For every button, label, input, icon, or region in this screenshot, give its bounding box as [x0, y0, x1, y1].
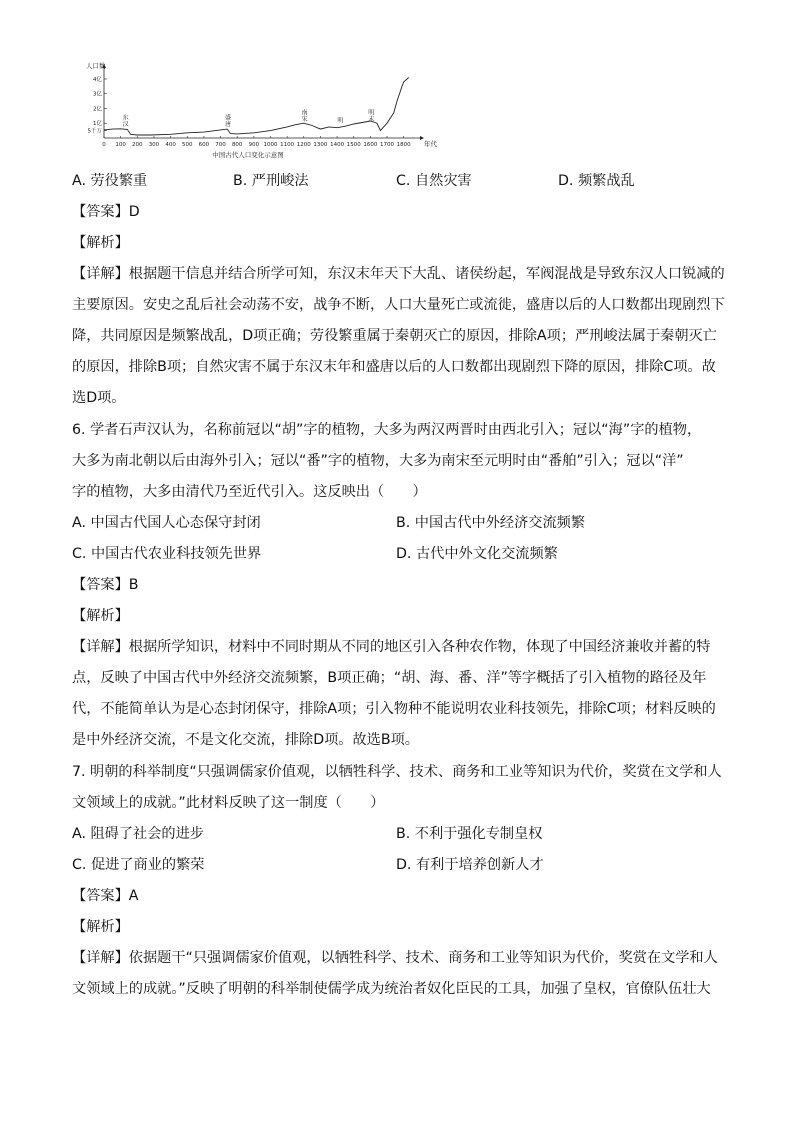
q7-option-b: B. 不利于强化专制皇权	[396, 826, 543, 842]
x-tick-label: 600	[198, 142, 210, 148]
q7-option-c: C. 促进了商业的繁荣	[72, 857, 205, 873]
x-tick-label: 1000	[263, 142, 278, 148]
q7-detail-line: 文领域上的成就。”反映了明朝的科举制使儒学成为统治者奴化臣民的工具，加强了皇权，官僚队伍壮大	[72, 981, 711, 997]
period-annotation: 东	[122, 114, 129, 122]
chart-title: 中国古代人口变化示意图	[212, 151, 284, 159]
period-annotation: 末	[368, 116, 375, 124]
period-annotation: 明	[368, 109, 375, 117]
q7-answer: 【答案】A	[72, 888, 139, 904]
q6-detail-line: 是中外经济交流，不是文化交流，排除D项。故选B项。	[72, 732, 419, 748]
x-tick-label: 300	[148, 142, 160, 148]
period-annotation: 明	[337, 117, 344, 125]
q6-stem-line: 大多为南北朝以后由海外引入；冠以“番”字的植物，大多为南宋至元明时由“番舶”引入；冠以“洋”	[72, 453, 684, 469]
x-tick-label: 1300	[313, 142, 328, 148]
q7-option-a: A. 阻碍了社会的进步	[72, 826, 204, 842]
q5-detail-line: 的原因，排除B项；自然灾害不属于东汉末年和盛唐以后的人口数都出现剧烈下降的原因，排除C项。故	[72, 359, 716, 375]
x-tick-label: 1100	[280, 142, 295, 148]
q6-option-a: A. 中国古代国人心态保守封闭	[72, 515, 261, 531]
population-line	[104, 78, 409, 136]
q6-option-b: B. 中国古代中外经济交流频繁	[396, 515, 586, 531]
period-annotation: 南	[301, 109, 308, 117]
q5-option-c: C. 自然灾害	[396, 173, 472, 189]
x-tick-label: 1500	[346, 142, 361, 148]
x-tick-label: 400	[165, 142, 176, 148]
x-tick-label: 1600	[363, 142, 378, 148]
q5-detail-line: 降，共同原因是频繁战乱，D项正确；劳役繁重属于秦朝灭亡的原因，排除A项；严刑峻法属于秦朝灭亡	[72, 328, 717, 344]
q7-stem-line: 文领域上的成就。”此材料反映了这一制度（ ）	[72, 795, 385, 811]
x-tick-label: 200	[132, 142, 143, 148]
q5-option-d: D. 频繁战乱	[558, 173, 635, 189]
y-tick-label: 4亿	[93, 76, 102, 83]
q5-detail-line: 主要原因。安史之乱后社会动荡不安，战争不断，人口大量死亡或流徙，盛唐以后的人口数都出现剧烈下	[72, 297, 725, 313]
period-annotation: 汉	[122, 121, 129, 129]
y-axis-label: 人口数	[86, 62, 106, 70]
x-tick-label: 1800	[396, 142, 411, 148]
population-chart	[82, 58, 442, 162]
x-tick-label: 1400	[330, 142, 345, 148]
period-annotation: 唐	[225, 121, 232, 129]
x-tick-label: 900	[248, 142, 260, 148]
q6-stem-line: 字的植物，大多由清代乃至近代引入。这反映出（ ）	[72, 484, 427, 500]
q5-answer: 【答案】D	[72, 204, 140, 220]
x-tick-label: 500	[181, 142, 193, 148]
x-tick-label: 100	[115, 142, 126, 148]
q6-detail-line: 点，反映了中国古代中外经济交流频繁，B项正确；“胡、海、番、洋”等字概括了引入植物的路径及年	[72, 670, 707, 686]
q5-detail-line: 选D项。	[72, 390, 126, 406]
x-tick-label: 700	[215, 142, 226, 148]
q5-option-b: B. 严刑峻法	[233, 173, 309, 189]
y-tick-label: 1亿	[93, 121, 102, 128]
q5-analysis-label: 【解析】	[72, 235, 129, 251]
x-axis-label: 年代	[424, 140, 437, 148]
q6-detail-line: 代，不能简单认为是心态封闭保守，排除A项；引入物种不能说明农业科技领先，排除C项；材料反映的	[72, 701, 716, 717]
period-annotation: 宋	[301, 116, 308, 124]
q7-analysis-label: 【解析】	[72, 919, 129, 935]
q6-detail-line: 【详解】根据所学知识，材料中不同时期从不同的地区引入各种农作物，体现了中国经济兼收并蓄的特	[72, 639, 711, 655]
q7-option-d: D. 有利于培养创新人才	[396, 857, 544, 873]
period-annotation: 盛	[225, 114, 232, 122]
q6-analysis-label: 【解析】	[72, 608, 129, 624]
x-tick-label: 1200	[296, 142, 311, 148]
q6-option-d: D. 古代中外文化交流频繁	[396, 546, 558, 562]
q6-stem-line: 6. 学者石声汉认为，名称前冠以“胡”字的植物，大多为两汉两晋时由西北引入；冠以“海”字的植物，	[72, 422, 702, 438]
q6-option-c: C. 中国古代农业科技领先世界	[72, 546, 262, 562]
y-tick-label: 2亿	[93, 106, 102, 113]
x-tick-label: 800	[231, 142, 243, 148]
q6-answer: 【答案】B	[72, 577, 139, 593]
q5-detail-line: 【详解】根据题干信息并结合所学可知，东汉末年天下大乱、诸侯纷起，军阀混战是导致东汉人口锐减的	[72, 266, 725, 282]
q7-stem-line: 7. 明朝的科举制度“只强调儒家价值观，以牺牲科学、技术、商务和工业等知识为代价，奖赏在文学和人	[72, 764, 722, 780]
y-tick-label: 5千万	[87, 128, 102, 135]
y-tick-label: 3亿	[93, 91, 102, 98]
x-tick-label: 1700	[380, 142, 395, 148]
x-tick-label: 0	[102, 142, 106, 148]
q7-detail-line: 【详解】依据题干“只强调儒家价值观，以牺牲科学、技术、商务和工业等知识为代价，奖赏在文学和人	[72, 950, 718, 966]
q5-option-a: A. 劳役繁重	[72, 173, 148, 189]
